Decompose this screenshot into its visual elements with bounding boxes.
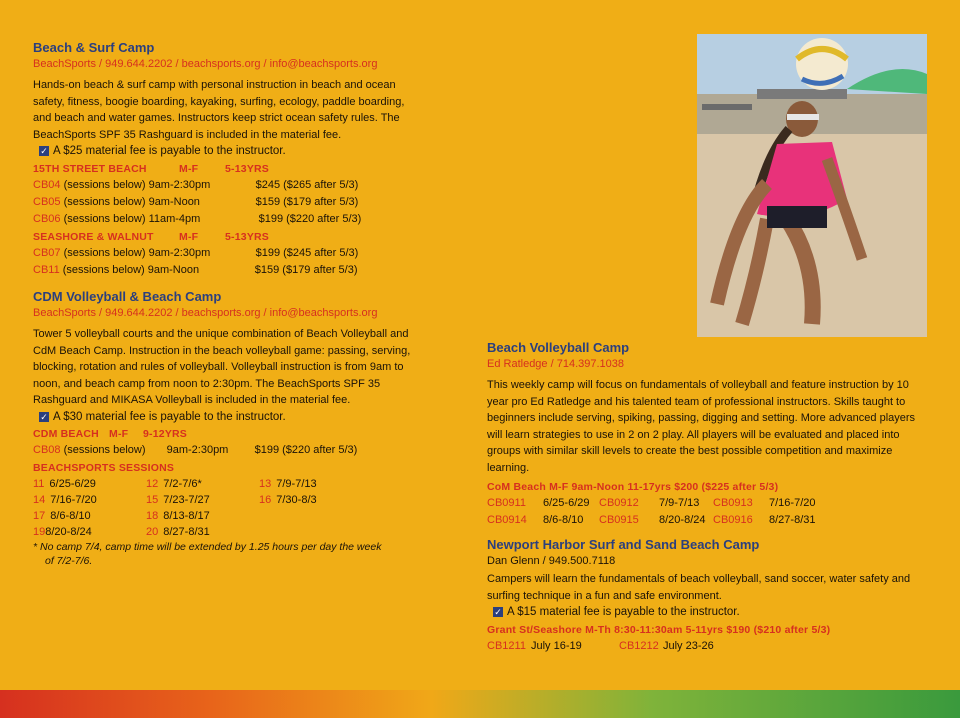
class-row	[33, 262, 418, 279]
checkbox-icon: ✓	[40, 411, 48, 422]
contact-line: Ed Ratledge / 714.397.1038	[487, 358, 625, 370]
location-header: CoM Beach M-F 9am-Noon 11-17yrs $200 ($225 after 5/3)	[487, 481, 779, 493]
session-item: 12 7/2-7/6*	[146, 477, 202, 490]
session-item: 18 8/13-8/17	[146, 509, 210, 522]
class-code: CB0911	[487, 497, 526, 509]
material-fee	[487, 604, 932, 620]
class-dates: 7/9-7/13	[659, 497, 700, 509]
class-row	[487, 638, 932, 655]
class-dates: July 23-26	[663, 640, 714, 652]
class-time: (sessions below) 9am-Noon	[63, 196, 200, 208]
photo-illustration	[697, 34, 927, 337]
class-code: CB0916	[713, 514, 753, 526]
class-code: CB1211	[487, 640, 526, 652]
fee-text: A $30 material fee is payable to the instructor.	[53, 410, 286, 423]
cdm-volleyball-section	[33, 289, 418, 568]
class-time: (sessions below) 9am-2:30pm	[63, 247, 211, 259]
footer-gradient-bar	[0, 690, 960, 718]
location-header	[33, 162, 418, 177]
class-list	[33, 177, 418, 228]
class-row	[33, 442, 418, 459]
session-item: 14 7/16-7/20	[33, 493, 97, 506]
location-name: 15TH STREET BEACH	[33, 163, 147, 175]
class-code: CB0912	[599, 497, 639, 509]
location-header	[33, 427, 418, 442]
material-fee	[33, 409, 418, 425]
beach-volleyball-section	[487, 340, 932, 529]
class-time: (sessions below) 11am-4pm	[63, 213, 201, 225]
class-note: (sessions below)	[63, 443, 146, 456]
checkbox-icon: ✓	[494, 607, 502, 617]
session-item: 198/20-8/24	[33, 525, 92, 538]
class-time: (sessions below) 9am-Noon	[62, 264, 200, 276]
session-item: 11 6/25-6/29	[33, 477, 96, 490]
material-fee	[33, 143, 418, 159]
newport-harbor-section	[487, 537, 932, 655]
class-dates: 8/20-8/24	[659, 514, 706, 526]
location-name: SEASHORE & WALNUT	[33, 231, 154, 243]
description: Tower 5 volleyball courts and the unique combination of Beach Volleyball and CdM Beach Camp. Instruction in the beach volleyball game: passing, serving, blocking, rotation and rules of volleyball. Volleyball instruction is from 9am to noon, and beach camp from noon to 2:30pm. The BeachSports SPF 35 Rashguard and MIKASA Volleyball is included in the material fee.	[33, 328, 411, 406]
sessions-title: BEACHSPORTS SESSIONS	[33, 461, 175, 474]
class-row	[33, 245, 418, 262]
class-dates: 8/27-8/31	[769, 514, 816, 526]
section-title: CDM Volleyball & Beach Camp	[33, 289, 222, 304]
class-code: CB0914	[487, 514, 527, 526]
section-title: Beach Volleyball Camp	[487, 340, 630, 355]
location-days: M-F	[179, 163, 199, 175]
location-header	[33, 230, 418, 245]
session-item	[259, 508, 409, 524]
fee-text: A $25 material fee is payable to the instructor.	[53, 145, 286, 157]
contact-line: BeachSports / 949.644.2202 / beachsports.org / info@beachsports.org	[33, 307, 378, 319]
session-item: 17 8/6-8/10	[33, 509, 91, 522]
session-item: 13 7/9-7/13	[259, 477, 317, 490]
class-code: CB1212	[619, 640, 659, 652]
description: This weekly camp will focus on fundamentals of volleyball and feature instruction by 10 year pro Ed Ratledge and his talented team of professional instructors. Skills taught to beginners include serving, spiking, passing, digging and setting. More advanced players will learn strategies to use in 2 on 2 play. All players will be evaluated and placed into groups with similar skill levels to create the best possible competition and maximize learning.	[487, 379, 916, 474]
sessions-grid	[33, 476, 418, 540]
class-dates: 7/16-7/20	[769, 497, 816, 509]
location-ages: 5-13YRS	[225, 231, 270, 243]
class-time: (sessions below) 9am-2:30pm	[63, 179, 211, 191]
class-code: CB08	[33, 443, 61, 456]
location-ages: 5-13YRS	[225, 163, 270, 175]
checkbox-icon: ✓	[40, 146, 48, 156]
section-title: Newport Harbor Surf and Sand Beach Camp	[487, 537, 760, 552]
class-price: $159 ($179 after 5/3)	[254, 264, 358, 276]
class-price: $199 ($245 after 5/3)	[255, 247, 359, 259]
volleyball-player-photo	[697, 34, 927, 337]
class-row	[33, 211, 418, 228]
class-dates: 6/25-6/29	[543, 497, 590, 509]
footnote: * No camp 7/4, camp time will be extended by 1.25 hours per day the week	[33, 540, 382, 553]
class-code: CB05	[33, 196, 61, 208]
class-price: $159 ($179 after 5/3)	[255, 196, 359, 208]
description: Hands-on beach & surf camp with personal instruction in beach and ocean safety, fitness, boogie boarding, kayaking, surfing, ecology, paddle boarding, and beach and water games. Instructors keep strict ocean safety rules. The BeachSports SPF 35 Rashguard is included in the material fee.	[33, 79, 405, 141]
class-code: CB0913	[713, 497, 753, 509]
class-price: $199 ($220 after 5/3)	[254, 443, 358, 456]
class-row	[33, 194, 418, 211]
class-price: $245 ($265 after 5/3)	[255, 179, 359, 191]
session-item	[259, 524, 409, 540]
class-dates: July 16-19	[531, 640, 582, 652]
location-header: Grant St/Seashore M-Th 8:30-11:30am 5-11yrs $190 ($210 after 5/3)	[487, 624, 831, 636]
footnote-continued: of 7/2-7/6.	[45, 554, 93, 567]
location-name: CDM BEACH	[33, 427, 99, 440]
session-item: 16 7/30-8/3	[259, 493, 317, 506]
location-days: M-F	[109, 427, 129, 440]
class-dates: 8/6-8/10	[543, 514, 584, 526]
contact-line: Dan Glenn / 949.500.7118	[487, 555, 616, 567]
class-code: CB04	[33, 179, 61, 191]
class-grid	[487, 495, 932, 529]
class-code: CB06	[33, 213, 61, 225]
class-time: 9am-2:30pm	[166, 443, 229, 456]
beach-surf-camp-section	[33, 40, 418, 279]
session-item: 20 8/27-8/31	[146, 525, 210, 538]
location-ages: 9-12YRS	[143, 427, 188, 440]
class-code: CB11	[33, 264, 60, 276]
contact-line: BeachSports / 949.644.2202 / beachsports.org / info@beachsports.org	[33, 58, 378, 70]
fee-text: A $15 material fee is payable to the instructor.	[507, 606, 740, 618]
section-title: Beach & Surf Camp	[33, 40, 155, 55]
left-column	[33, 40, 418, 578]
class-code: CB0915	[599, 514, 639, 526]
description: Campers will learn the fundamentals of beach volleyball, sand soccer, water safety and surfing technique in a fun and safe environment.	[487, 573, 911, 602]
right-column	[487, 340, 932, 665]
class-list	[33, 245, 418, 279]
class-row	[33, 177, 418, 194]
session-item: 15 7/23-7/27	[146, 493, 210, 506]
class-code: CB07	[33, 247, 61, 259]
location-days: M-F	[179, 231, 199, 243]
class-price: $199 ($220 after 5/3)	[258, 213, 362, 225]
